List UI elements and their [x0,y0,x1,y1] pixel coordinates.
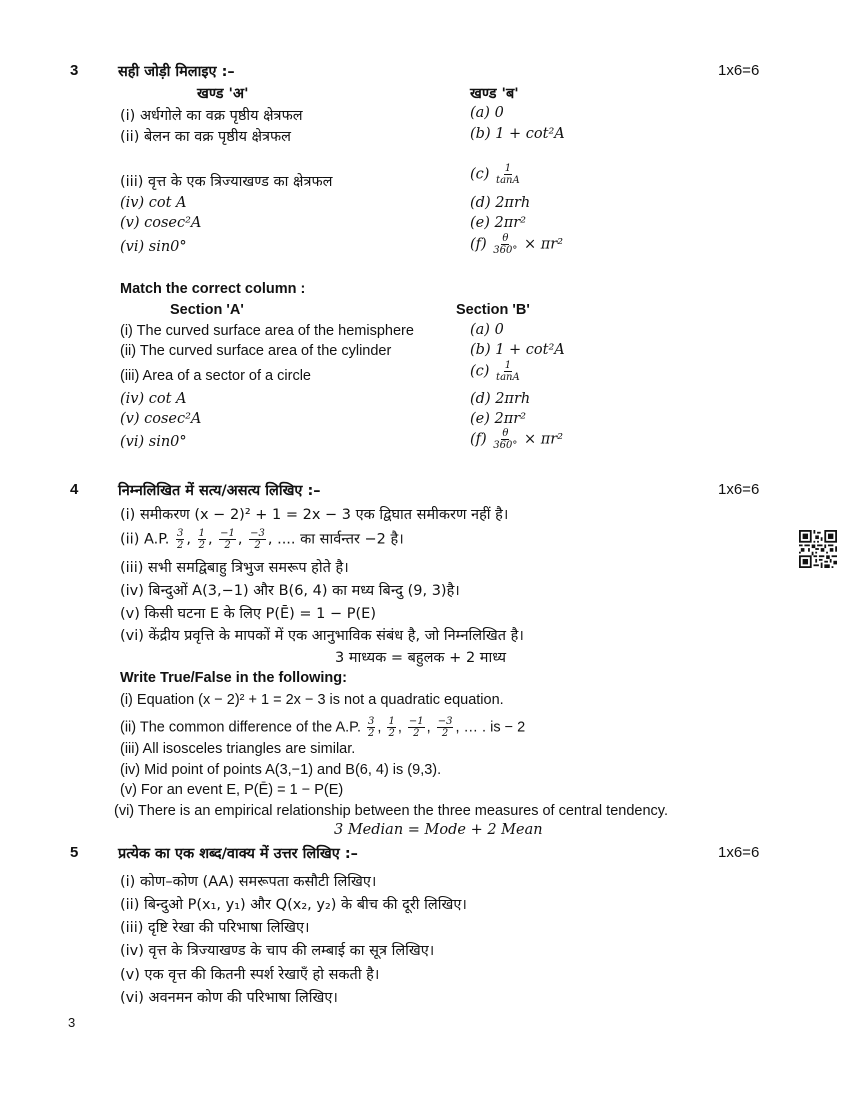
q3-hindi-row-4-a: (iv) cot A [120,195,187,211]
q4-hindi-item-1: (i) समीकरण (x − 2)² + 1 = 2x − 3 एक द्विघात समीकरण नहीं है। [120,507,509,523]
q3-hindi-title: सही जोड़ी मिलाइए :– [118,64,235,80]
q4-hindi-item-2-lead: (ii) A.P. [120,531,170,548]
q4-hindi-item-2-tail: , .... का सार्वन्तर −2 है। [267,531,404,548]
q4-english-item-5: (v) For an event E, P(Ē) = 1 − P(E) [120,782,344,798]
q3-english-row-6-b-label: (f) [470,431,487,448]
q4-english-formula: 3 Median = Mode + 2 Mean [334,822,543,838]
q4-english-item-6: (vi) There is an empirical relationship between the three measures of central tendency. [114,803,668,819]
q3-hindi-row-6-b-tail: × πr² [524,236,564,253]
q3-hindi-row-3-b [470,163,522,186]
q3-english-row-3-b [470,360,522,383]
q3-hindi-row-5-b: (e) 2πr² [470,215,527,231]
ap-fraction-1 [176,528,184,551]
ap-fraction-3 [408,716,425,739]
q3-english-row-1-a: (i) The curved surface area of the hemisphere [120,323,414,339]
q3-english-row-2-b: (b) 1 + cot²A [470,342,565,358]
q3-hindi-row-1-a: (i) अर्धगोले का वक्र पृष्ठीय क्षेत्रफल [120,108,303,124]
q3-english-row-5-b: (e) 2πr² [470,411,527,427]
q3-english-row-6-b-fraction [493,428,517,451]
q3-hindi-row-1-b: (a) 0 [470,105,504,121]
q4-hindi-item-6: (vi) केंद्रीय प्रवृत्ति के मापकों में एक आनुभाविक संबंध है, जो निम्नलिखित है। [120,628,524,644]
q4-hindi-formula: 3 माध्यक = बहुलक + 2 माध्य [335,650,507,666]
q3-english-row-4-b: (d) 2πrh [470,391,531,407]
fraction-denominator: 2 [413,728,420,739]
q3-english-row-4-a: (iv) cot A [120,391,187,407]
fraction-denominator: 2 [224,540,231,551]
fraction-denominator: 2 [368,728,375,739]
fraction-denominator: 2 [441,728,449,739]
ap-fraction-1 [367,716,375,739]
fraction-numerator: θ [502,233,509,244]
fraction-numerator: −1 [220,528,235,539]
fraction-denominator: tanA [496,372,520,383]
q3-english-row-5-a: (v) cosec²A [120,411,202,427]
q3-hindi-row-2-a: (ii) बेलन का वक्र पृष्ठीय क्षेत्रफल [120,129,292,145]
q3-hindi-col-a-heading: खण्ड 'अ' [197,86,249,102]
q3-english-row-6-a: (vi) sin0° [120,434,187,450]
fraction-denominator: 2 [176,540,184,551]
q3-hindi-row-3-b-label: (c) [470,166,490,183]
ap-fraction-2 [198,528,206,551]
q3-english-row-3-b-fraction [496,360,520,383]
q5-item-6: (vi) अवनमन कोण की परिभाषा लिखिए। [120,990,338,1006]
fraction-numerator: 1 [388,716,395,727]
q5-item-1: (i) कोण–कोण (AA) समरूपता कसौटी लिखिए। [120,874,377,890]
q3-hindi-row-3-a: (iii) वृत्त के एक त्रिज्याखण्ड का क्षेत्रफल [120,174,333,190]
q4-english-item-2: (ii) The common difference of the A.P. $\frac{3}{2}$ , $\frac{1}{2}$ , $\frac{-1}{2}$ , $\frac{-3}{2}$ , … . is − 2 [120,716,526,739]
ap-fraction-4 [437,716,454,739]
q4-english-item-3: (iii) All isosceles triangles are similar. [120,741,356,757]
q5-item-3: (iii) दृष्टि रेखा की परिभाषा लिखिए। [120,920,310,936]
fraction-numerator: 1 [504,360,512,371]
fraction-numerator: θ [502,428,509,439]
q4-number: 4 [70,481,79,498]
fraction-numerator: 3 [176,528,184,539]
q3-hindi-row-5-a: (v) cosec²A [120,215,202,231]
q3-hindi-col-b-heading: खण्ड 'ब' [470,86,519,102]
fraction-numerator: 3 [368,716,375,727]
fraction-numerator: 1 [504,163,512,174]
q4-english-item-2-tail: , … . is − 2 [455,719,526,736]
q3-english-title: Match the correct column : [120,281,306,297]
q5-item-4: (iv) वृत्त के त्रिज्याखण्ड के चाप की लम्बाई का सूत्र लिखिए। [120,943,435,959]
q4-english-item-2-lead: (ii) The common difference of the A.P. [120,719,361,736]
q5-item-5: (v) एक वृत्त की कितनी स्पर्श रेखाएँ हो सकती है। [120,967,380,983]
q3-hindi-row-6-b-fraction [493,233,517,256]
fraction-numerator: −3 [250,528,265,539]
fraction-denominator: 360° [493,245,518,256]
fraction-numerator: −1 [408,716,424,727]
q4-hindi-title: निम्नलिखित में सत्य/असत्य लिखिए :– [118,483,321,499]
fraction-denominator: 2 [198,540,205,551]
q4-hindi-item-5: (v) किसी घटना E के लिए P(Ē) = 1 − P(E) [120,606,376,622]
q3-hindi-row-2-b: (b) 1 + cot²A [470,126,565,142]
q5-item-2: (ii) बिन्दुओ P(x₁, y₁) और Q(x₂, y₂) के बीच की दूरी लिखिए। [120,897,467,913]
q3-english-row-2-a: (ii) The curved surface area of the cylinder [120,343,392,359]
qr-code-icon [799,530,837,568]
q3-hindi-row-3-b-fraction [496,163,520,186]
fraction-denominator: 2 [388,728,395,739]
q3-english-col-b-heading: Section 'B' [456,302,530,318]
q3-english-col-a-heading: Section 'A' [170,302,244,318]
fraction-numerator: −3 [437,716,453,727]
page-number: 3 [68,1015,76,1030]
q4-english-item-1: (i) Equation (x − 2)² + 1 = 2x − 3 is not a quadratic equation. [120,692,504,708]
q4-hindi-item-3: (iii) सभी समद्विबाहु त्रिभुज समरूप होते है। [120,560,349,576]
q3-number: 3 [70,62,79,79]
q3-english-row-3-a: (iii) Area of a sector of a circle [120,368,311,384]
q3-english-row-3-b-label: (c) [470,363,490,380]
q3-hindi-row-6-b-label: (f) [470,236,487,253]
fraction-denominator: 360° [493,440,518,451]
q4-english-item-4: (iv) Mid point of points A(3,−1) and B(6, 4) is (9,3). [120,762,442,778]
q4-marks: 1x6=6 [718,481,760,498]
q5-hindi-title: प्रत्येक का एक शब्द/वाक्य में उत्तर लिखिए :– [118,846,358,862]
q3-hindi-row-6-b [470,233,563,256]
q3-hindi-row-6-a: (vi) sin0° [120,239,187,255]
q3-english-row-6-b-tail: × πr² [524,431,564,448]
fraction-denominator: tanA [496,175,520,186]
ap-fraction-4 [249,528,266,551]
q5-number: 5 [70,844,79,861]
fraction-denominator: 2 [254,540,261,551]
q3-hindi-row-4-b: (d) 2πrh [470,195,531,211]
q5-marks: 1x6=6 [718,844,760,861]
q4-hindi-item-2: (ii) A.P. $\frac{3}{2}$ , $\frac{1}{2}$ , $\frac{-1}{2}$ , $\frac{-3}{2}$ , .... का सार्वन्तर −2 है। [120,528,404,551]
ap-fraction-3 [219,528,236,551]
ap-fraction-2 [387,716,395,739]
fraction-numerator: 1 [198,528,205,539]
q3-english-row-6-b [470,428,563,451]
q3-marks: 1x6=6 [718,62,760,79]
q4-english-title: Write True/False in the following: [120,670,347,686]
q4-hindi-item-4: (iv) बिन्दुओं A(3,−1) और B(6, 4) का मध्य बिन्दु (9, 3)है। [120,583,460,599]
q3-english-row-1-b: (a) 0 [470,322,504,338]
